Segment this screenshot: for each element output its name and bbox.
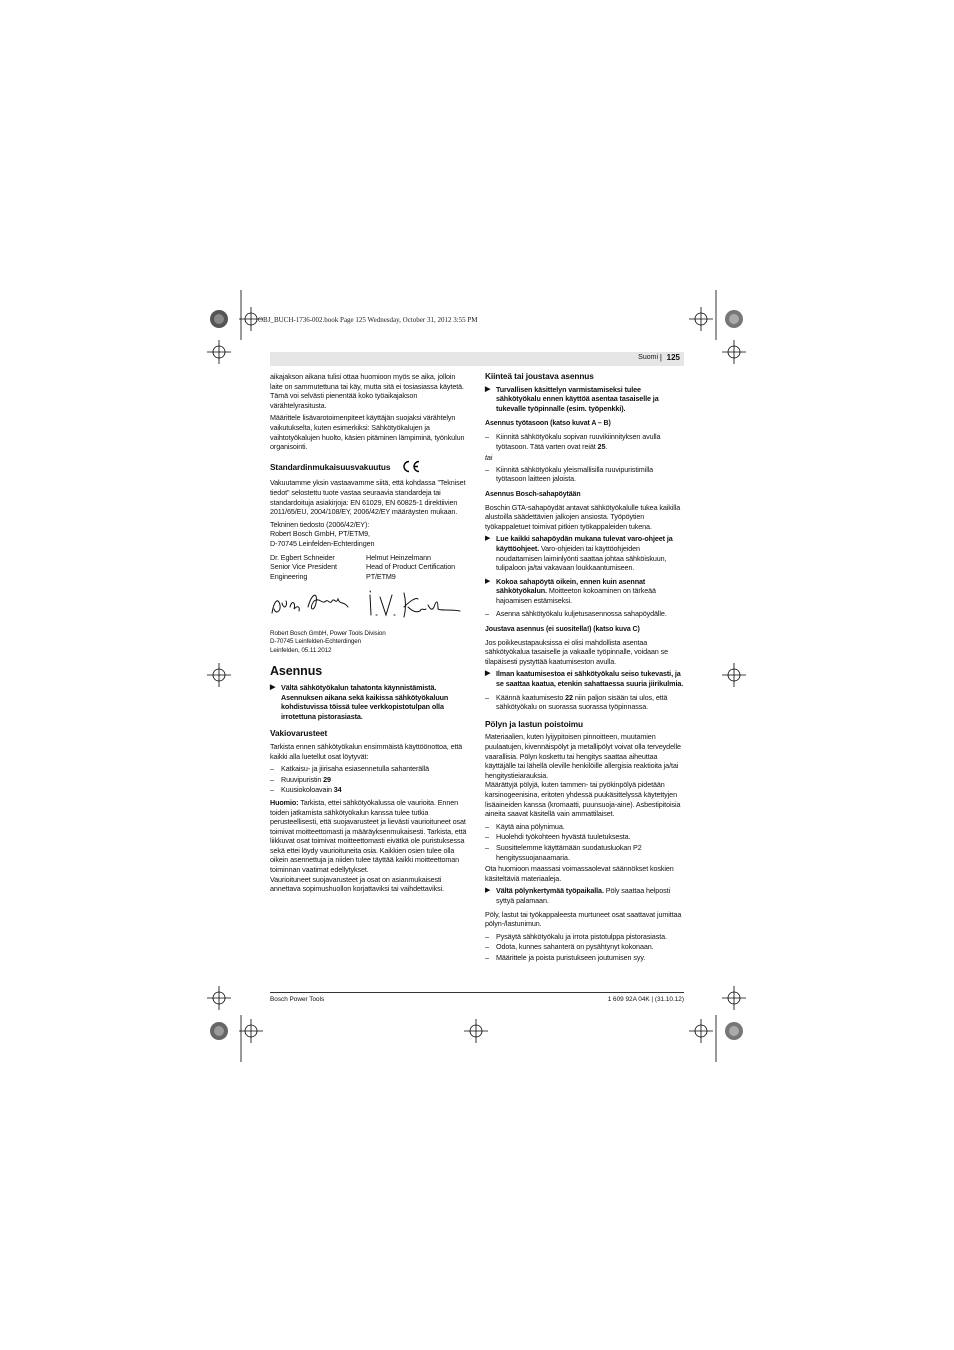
intro-paragraph-1: aikajakson aikana tulisi ottaa huomioon myös se aika, jolloin laite on sammutettuna tai käy, mutta sitä ei tosiasiassa käytetä. Tämä voi selvästi pienentää koko työaikajakson värähtelyrasitusta. (270, 372, 464, 410)
flexible-heading: Joustava asennus (ei suositella!) (katso kuva C) (485, 626, 640, 634)
list-item: – Käytä aina pölynimua. (485, 821, 565, 831)
footer-right: 1 609 92A 04K | (31.10.12) (607, 996, 684, 1003)
bullet-arrow-icon: ▶ (485, 887, 491, 895)
assembly-heading: Asennus (270, 664, 323, 679)
company-line-3: Leinfelden, 05.11.2012 (270, 646, 332, 654)
language-label: Suomi (638, 354, 658, 361)
header-separator: | (659, 353, 662, 362)
bullet-arrow-icon: ▶ (485, 385, 491, 393)
list-item: – Katkaisu- ja jiirisaha esiasennetulla sahanterällä (270, 764, 430, 774)
list-item: – Huolehdi työkohteen hyvästä tuuletuksesta. (485, 832, 631, 842)
accessories-heading: Vakiovarusteet (270, 728, 328, 739)
signatory-name: Dr. Egbert Schneider (270, 552, 335, 562)
signatory-dept: Engineering (270, 571, 308, 581)
list-item: – Määrittele ja poista puristukseen joutumisen syy. (485, 952, 646, 962)
bullet-arrow-icon: ▶ (270, 683, 276, 691)
bench-heading: Asennus työtasoon (katso kuvat A – B) (485, 420, 611, 428)
list-item: – Käännä kaatumisesto 22 niin paljon sisään tai ulos, että sähkötyökalu on suorassa suorassa työpinnassa. (485, 692, 668, 712)
list-item: – Pysäytä sähkötyökalu ja irrota pistotulppa pistorasiasta. (485, 931, 667, 941)
flexible-warning: ▶ Ilman kaatumisestoa ei sähkötyökalu seiso tukevasti, ja se saattaa kaatua, etenkin sahattaessa suuria jiirikulmia. (485, 669, 684, 689)
intro-paragraph-2: Määrittele lisävarotoimenpiteet käyttäjän suojaksi värähtelyn vaikutukselta, kuten esimerkiksi: Sähkötyökalujen ja vaihtotyökalujen huolto, käsien pitäminen lämpiminä, työnkulun organisointi. (270, 413, 465, 452)
company-line-1: Robert Bosch GmbH, Power Tools Division (270, 629, 386, 637)
ce-mark-icon (401, 460, 421, 476)
tech-file-label: Tekninen tiedosto (2006/42/EY): (270, 519, 370, 529)
conformity-heading: Standardinmukaisuusvakuutus (270, 460, 469, 476)
clog-text: Pöly, lastut tai työkappaleesta murtuneet osat saattavat jumittaa pölyn-/lastunimun. (485, 909, 682, 929)
print-header: OBJ_BUCH-1736-002.book Page 125 Wednesday, October 31, 2012 3:55 PM (258, 316, 478, 324)
bosch-table-text: Boschin GTA-sahapöydät antavat sähkötyökalulle tukea kaikilla alustoilla säädettävien jalkojen ansiosta. Työpöytien työkappaletuet toimivat pitkien työkappaleiden tukena. (485, 502, 681, 531)
accessories-intro: Tarkista ennen sähkötyökalun ensimmäistä käyttöönottoa, että kaikki alla luetellut osat löytyvät: (270, 741, 463, 761)
footer-left: Bosch Power Tools (270, 996, 325, 1003)
bullet-arrow-icon: ▶ (485, 670, 491, 678)
dust-regulations: Ota huomioon maassasi voimassaolevat säännökset koskien käsiteltäviä materiaaleja. (485, 864, 674, 883)
dust-paragraph-2: Määrättyjä pölyjä, kuten tammen- tai pyökinpölyä pidetään karsinogeenisina, eritoten yhdessä puukäsittelyssä käytettyjen lisäaineiden kanssa (kromaatti, puunsuoja-aine). Asbestipitoisia aineita saavat käsitellä vain ammattilaiset. (485, 780, 681, 819)
list-item: – Kiinnitä sähkötyökalu yleismallisilla ruuvipuristimilla työtasoon laitteen jaloista. (485, 464, 654, 484)
dust-warning: ▶ Vältä pölynkertymää työpaikalla. Pöly saattaa helposti syttyä palamaan. (485, 886, 670, 905)
list-item: – Kuusiokoloavain 34 (270, 785, 342, 795)
bullet-arrow-icon: ▶ (485, 577, 491, 585)
list-item: – Ruuvipuristin 29 (270, 774, 331, 784)
right-column (485, 372, 684, 963)
assembly-warning: ▶ Vältä sähkötyökalun tahatonta käynnistämistä. Asennuksen aikana sekä kaikissa sähkötyökaluun kohdistuvissa töissä tulee verkkopistotulpan olla irrotettuna pistorasiasta. (270, 682, 449, 721)
signatory-title: Senior Vice President (270, 562, 337, 572)
bosch-table-heading: Asennus Bosch-sahapöytään (485, 490, 581, 498)
signatory-name: Helmut Heinzelmann (366, 552, 431, 562)
table-warning-1: ▶ Lue kaikki sahapöydän mukana tulevat varo-ohjeet ja käyttöohjeet. Varo-ohjeiden tai käyttöohjeiden noudattamisen laiminlyönti saattaa johtaa sähköiskuun, tulipaloon ja/tai vakavaan loukkaantumiseen. (485, 534, 673, 573)
handwritten-signatures (270, 587, 469, 623)
bullet-arrow-icon: ▶ (485, 535, 491, 543)
tech-file-company: Robert Bosch GmbH, PT/ETM9, (270, 529, 370, 539)
dust-paragraph-1: Materiaalien, kuten lyijypitoisen pinnoitteen, muutamien puulaatujen, kivennäispölyt ja metallipölyt voivat olla terveydelle vaarallisia. Pölyn koskettu tai hengitys saattaa aiheuttaa käyttäjälle tai lähellä oleville henkilöille allergisia reaktioita ja/tai hengitystieiarauksia. (485, 732, 681, 780)
flexible-text: Jos poikkeustapauksissa ei olisi mahdollista asentaa sähkötyökalua tasaiselle ja vakaalle työpinnalle, voidaan se tilapäisesti pystyttää kaatumiseston avulla. (485, 637, 668, 666)
or-text: tai (485, 453, 493, 463)
page-footer (270, 992, 684, 1003)
signatory-dept: PT/ETM9 (366, 571, 396, 581)
table-warning-2: ▶ Kokoa sahapöytä oikein, ennen kuin asennat sähkötyökalun. Moitteeton kokoaminen on tärkeää hajoamisen estämiseksi. (485, 576, 656, 605)
conformity-text: Vakuutamme yksin vastaavamme siitä, että kohdassa "Tekniset tiedot" selostettu tuote vastaa seuraavia standardeja tai standardoituja asiakirjoja: EN 61029, EN 60825-1 direktiivien 2011/65/EU, 2004/108/EY, 2006/42/EY määräysten mukaan. (270, 478, 466, 517)
tech-file-address: D-70745 Leinfelden-Echterdingen (270, 538, 375, 548)
left-column (270, 372, 469, 897)
fixed-assembly-heading: Kiinteä tai joustava asennus (485, 371, 594, 381)
company-line-2: D-70745 Leinfelden-Echterdingen (270, 638, 362, 646)
signatories (270, 553, 469, 582)
page-header-bar (270, 352, 684, 366)
signatory-title: Head of Product Certification (366, 562, 455, 572)
dust-heading: Pölyn ja lastun poistoimu (485, 718, 583, 729)
list-item: – Kiinnitä sähkötyökalu sopivan ruuvikiinnityksen avulla työtasoon. Tätä varten ovat reiät 25. (485, 431, 661, 451)
list-item: – Suosittelemme käyttämään suodatusluokan P2 hengityssuojanaamaria. (485, 842, 642, 862)
list-item: – Odota, kunnes sahanterä on pysähtynyt kokonaan. (485, 942, 654, 952)
list-item: – Asenna sähkötyökalu kuljetusasennossa sahapöydälle. (485, 609, 667, 619)
page-number: 125 (666, 353, 680, 362)
fixed-warning: ▶ Turvallisen käsittelyn varmistamiseksi tulee sähkötyökalu ennen käyttöä asentaa tasaiselle ja tukevalle työpinnalle (esim. työpenkki). (485, 384, 659, 413)
note-paragraph: Huomio: Tarkista, ettei sähkötyökalussa ole vaurioita. Ennen toiden jatkamista sähkötyökalun kanssa tulee tutkia perusteellisesti, että suojavarusteet ja lievästi vaurioituneet osat toimivat moitteettomasti ja määräyksenmukaisesti. Tarkista, että liikkuvat osat toimivat moitteettomasti eivätkä ole puristuksessa sekä ettei löydy vaurioituneita osia. Kaikkien osien tulee olla oikein asennettuja ja niiden tulee täyttää kaikki moitteettoman toiminnan vaatimat edellytykset. Vaurioituneet suojavarusteet ja osat on asianmukaisesti annettava sopimushuollon korjattaviksi tai vaihdettaviksi. (270, 797, 467, 894)
